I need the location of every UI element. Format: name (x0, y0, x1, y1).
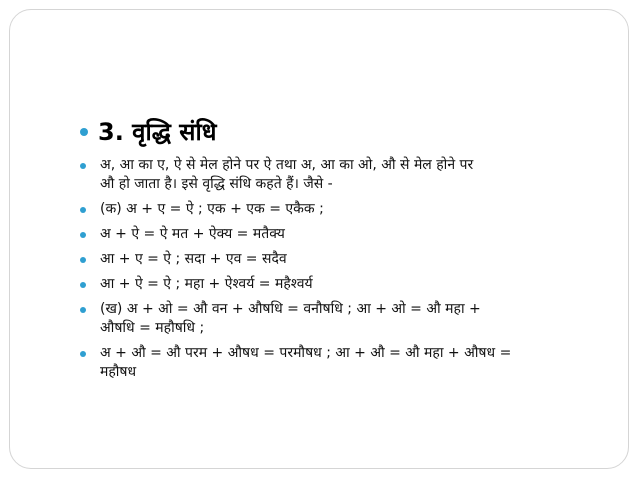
list-item (80, 300, 625, 338)
bullet-text: अ, आ का ए, ऐ से मेल होने पर ऐ तथा अ, आ का ओ, औ से मेल होने पर औ हो जाता है। इसे वृद्धि संधि कहते हैं। जैसे - (100, 157, 474, 192)
slide-title: 3. वृद्धि संधि (98, 118, 217, 146)
list-item (80, 275, 625, 294)
bullet-list (80, 156, 625, 388)
slide (9, 9, 629, 469)
list-item (80, 225, 625, 244)
bullet-icon (80, 257, 86, 263)
bullet-text: अ + ऐ = ऐ मत + ऐक्य = मतैक्य (100, 226, 285, 242)
bullet-text: आ + ऐ = ऐ ; महा + ऐश्वर्य = महैश्वर्य (100, 276, 313, 292)
list-item (80, 250, 625, 269)
list-item (80, 344, 625, 382)
bullet-text: (ख) अ + ओ = औ वन + औषधि = वनौषधि ; आ + ओ = औ महा + औषधि = महौषधि ; (100, 301, 481, 336)
bullet-icon (80, 282, 86, 288)
list-item (80, 156, 625, 194)
bullet-text: अ + औ = औ परम + औषध = परमौषध ; आ + औ = औ महा + औषध = महौषध (100, 345, 512, 380)
bullet-icon (80, 351, 86, 357)
title-row (80, 118, 216, 146)
bullet-icon (80, 163, 86, 169)
bullet-icon (80, 207, 86, 213)
list-item (80, 200, 625, 219)
title-bullet-icon (80, 128, 88, 136)
bullet-text: (क) अ + ए = ऐ ; एक + एक = एकैक ; (100, 201, 324, 217)
bullet-text: आ + ए = ऐ ; सदा + एव = सदैव (100, 251, 287, 267)
bullet-icon (80, 307, 86, 313)
bullet-icon (80, 232, 86, 238)
